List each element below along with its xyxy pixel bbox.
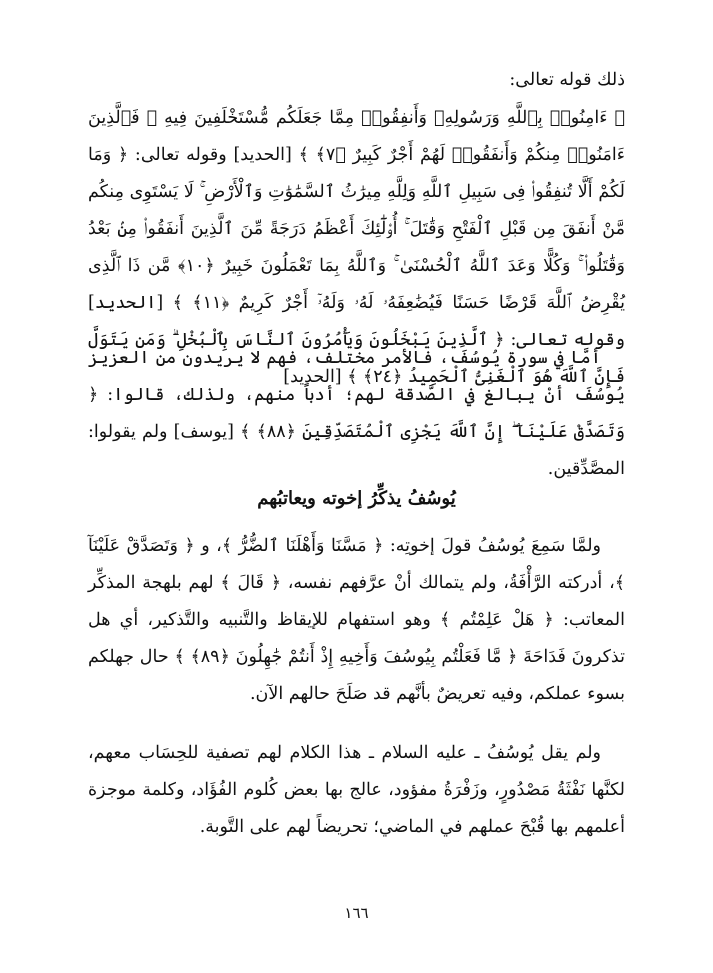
- closing-paragraph: ولم يقل يُوسُفُ ـ عليه السلام ـ هذا الكلام لهم تصفية للحِسَاب معهم، لكنَّها نَفْثَةُ مَصْدُورٍ، وزَفْرَةُ مفؤود، عالج بها بعض كُلوم الفُؤَاد، وكلمة موجزة أعلمهم بها قُبْحَ عملهم في الماضي؛ تحريضاً لهم على التَّوبة.: [88, 743, 625, 837]
- yusuf-block: [88, 340, 625, 488]
- verses-paragraph: ﴿ ءَامِنُوا۟ بِٱللَّهِ وَرَسُولِهِۦ وَأَنفِقُوا۟ مِمَّا جَعَلَكُم مُّسْتَخْلَفِينَ فِيهِ ۖ فَٱلَّذِينَ ءَامَنُوا۟ مِنكُمْ وَأَنفَقُوا۟ لَهُمْ أَجْرٌ كَبِيرٌ ﴿٧﴾ ﴾ [الحديد] وقوله تعالى: ﴿ وَمَا لَكُمْ أَلَّا تُنفِقُوا۟ فِى سَبِيلِ ٱللَّهِ وَلِلَّهِ مِيرَٰثُ ٱلسَّمَٰوَٰتِ وَٱلْأَرْضِ ۚ لَا يَسْتَوِى مِنكُم مَّنْ أَنفَقَ مِن قَبْلِ ٱلْفَتْحِ وَقَٰتَلَ ۚ أُو۟لَٰٓئِكَ أَعْظَمُ دَرَجَةً مِّنَ ٱلَّذِينَ أَنفَقُوا۟ مِنۢ بَعْدُ وَقَٰتَلُوا۟ ۚ وَكُلًّا وَعَدَ ٱللَّهُ ٱلْحُسْنَىٰ ۚ وَٱللَّهُ بِمَا تَعْمَلُونَ خَبِيرٌ ﴿١٠﴾ مَّن ذَا ٱلَّذِى يُقْرِضُ ٱللَّهَ قَرْضًا حَسَنًا فَيُضَٰعِفَهُۥ لَهُۥ وَلَهُۥٓ أَجْرٌ كَرِيمٌ ﴿١١﴾ ﴾ [الحديد] وقوله تعالى: ﴿ ٱلَّذِينَ يَبْخَلُونَ وَيَأْمُرُونَ ٱلنَّاسَ بِٱلْبُخْلِ ۗ وَمَن يَتَوَلَّ فَإِنَّ ٱللَّهَ هُوَ ٱلْغَنِىُّ ٱلْحَمِيدُ ﴿٢٤﴾ ﴾ [الحديد]: [88, 108, 626, 387]
- closing-block: [88, 735, 625, 846]
- intro-text: ذلك قوله تعالى:: [509, 70, 625, 90]
- page-number: ١٦٦: [344, 904, 369, 922]
- yusuf-paragraph: أمَّا في سورة يُوسُفَ، فالأمر مختلف، فهم لا يريدون من العزيز يُوسُفَ أنْ يبالغ في الصَّدقة لهم؛ أدباً منهم، ولذلك، قالوا: ﴿ وَتَصَدَّقْ عَلَيْنَآ ۖ إِنَّ ٱللَّهَ يَجْزِى ٱلْمُتَصَدِّقِينَ ﴿٨٨﴾ ﴾ [يوسف] ولم يقولوا: المصَّدِّقين.: [88, 348, 625, 479]
- section-heading: يُوسُفُ يذكِّرُ إخوته ويعاتبُهم: [257, 488, 456, 509]
- reproach-paragraph: ولمَّا سَمِعَ يُوسُفُ قولَ إخوتِه: ﴿ مَسَّنَا وَأَهْلَنَا ٱلضُّرُّ ﴾، و ﴿ وَتَصَدَّقْ عَلَيْنَآ ﴾، أدركته الرَّأْفَةُ، ولم يتمالك أنْ عرَّفهم نفسه، ﴿ قَالَ ﴾ لهم بلهجة المذكِّر المعاتب: ﴿ هَلْ عَلِمْتُم ﴾ وهو استفهام للإيقاظ والتَّنبيه والتَّذكير، أي هل تذكرونَ فَدَاحَةَ ﴿ مَّا فَعَلْتُم بِيُوسُفَ وَأَخِيهِ إِذْ أَنتُمْ جَٰهِلُونَ ﴿٨٩﴾ ﴾ حال جهلكم بسوء عملكم، وفيه تعريضٌ بأنَّهم قد صَلَحَ حالهم الآن.: [88, 536, 625, 704]
- reproach-block: [88, 528, 625, 713]
- intro-block: [88, 62, 625, 99]
